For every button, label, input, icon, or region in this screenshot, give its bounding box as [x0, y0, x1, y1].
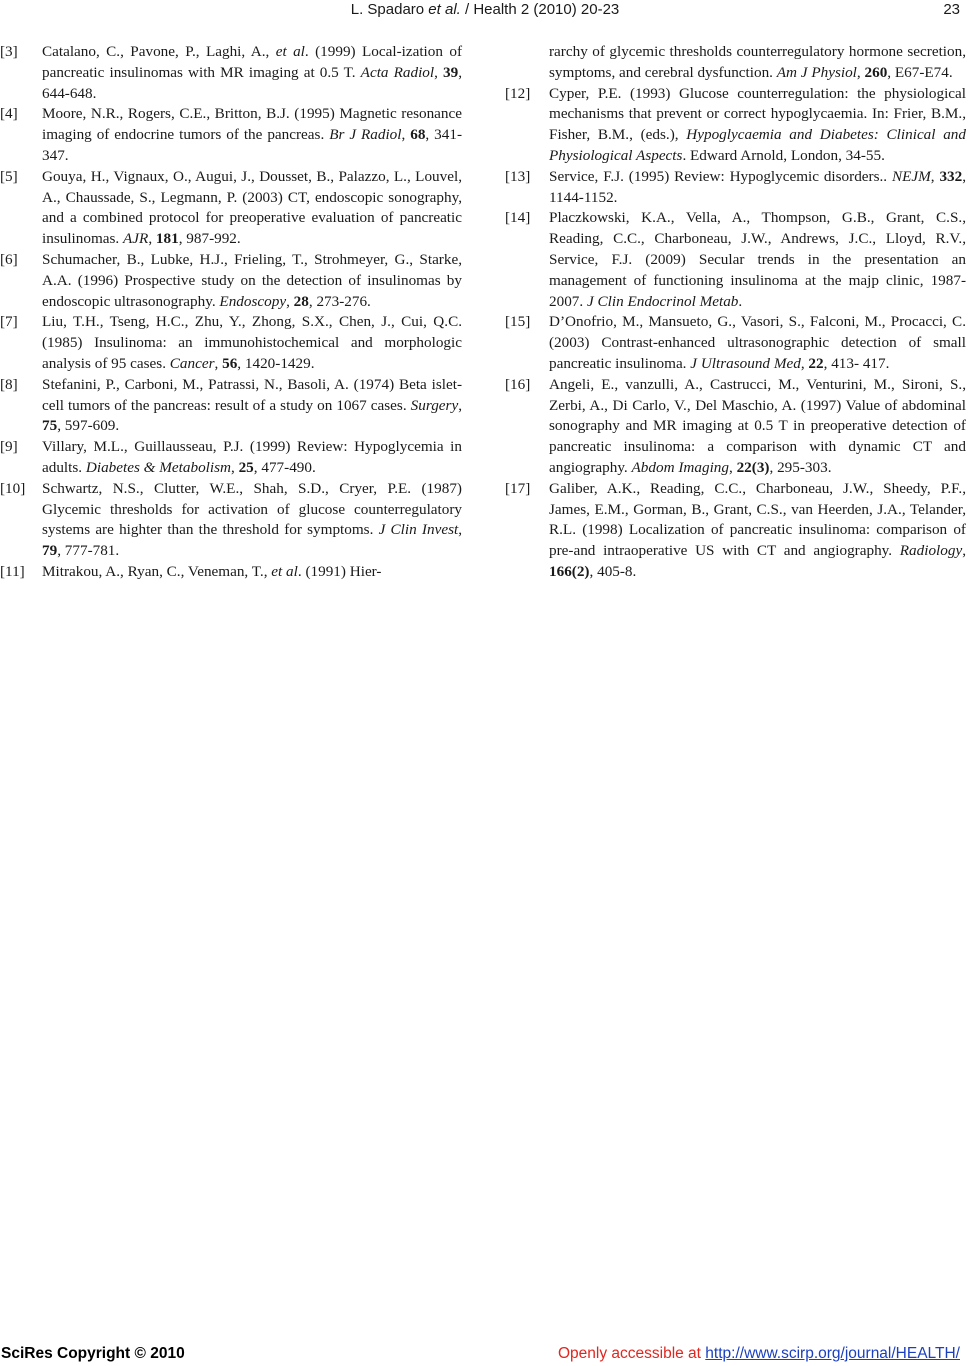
reference-entry [0, 479, 462, 562]
reference-text-segment: Liu, T.H., Tseng, H.C., Zhu, Y., Zhong, S.X., Chen, J., Cui, Q.C. (1985) Insulinoma: an immunohistochemical and morphologic analysis of 95 cases. [42, 313, 462, 372]
reference-number: [9] [0, 438, 18, 456]
reference-number: [3] [0, 43, 18, 60]
reference-number: [5] [0, 167, 18, 185]
reference-italic-text: et al [275, 43, 305, 60]
reference-text-segment: , [214, 354, 223, 372]
running-title-etal: et al. [428, 1, 461, 18]
reference-number: [8] [0, 375, 18, 393]
reference-text-segment: , [962, 542, 966, 560]
reference-number: [15] [505, 313, 531, 331]
reference-text-segment: , E67-E74. [887, 63, 953, 81]
reference-text-segment: , [148, 230, 156, 248]
reference-text [549, 312, 966, 374]
reference-italic-text: Radiology [899, 542, 963, 560]
reference-text-segment: , [230, 458, 239, 476]
reference-text-segment: Service, F.J. (1995) Review: Hypoglycemic disorders.. [549, 167, 892, 185]
reference-text-segment: Villary, M.L., Guillausseau, P.J. (1999) Review: Hypoglycemia in adults. [42, 438, 462, 476]
reference-entry-continued [505, 42, 966, 84]
references-left-column [0, 42, 462, 583]
reference-text-segment: , [401, 126, 411, 144]
reference-italic-text: Hypoglycaemia and Diabetes: Clinical and Physiological Aspects [549, 126, 966, 164]
reference-text [549, 167, 966, 209]
reference-text [42, 479, 462, 562]
reference-volume: 22 [808, 354, 824, 372]
reference-text-segment: , [800, 354, 809, 372]
reference-text-segment: Cyper, P.E. (1993) Glucose counterregulation: the physiological mechanisms that prevent or correct hypoglycaemia. In: Frier, B.M., Fisher, B.M., (eds.), [549, 84, 966, 144]
reference-text-segment: , 405-8. [589, 562, 637, 580]
reference-text-segment: , [458, 396, 462, 414]
reference-volume: 39 [443, 63, 459, 81]
reference-text-segment: , [458, 521, 462, 539]
page-number: 23 [943, 1, 960, 18]
page-footer [0, 1343, 970, 1365]
reference-text-segment: . (1999) Local-ization of pancreatic insulinomas with MR imaging at 0.5 T. [42, 43, 463, 81]
reference-number: [10] [0, 479, 26, 497]
reference-volume: 181 [155, 230, 179, 248]
reference-text-segment: Catalano, C., Pavone, P., Laghi, A., [42, 43, 276, 60]
access-text: Openly accessible at [557, 1345, 706, 1362]
reference-entry [0, 375, 462, 437]
running-title [0, 1, 970, 18]
reference-text-segment: . [738, 292, 743, 310]
reference-text-segment: , 341-347. [42, 126, 462, 164]
reference-italic-text: AJR [123, 230, 149, 248]
reference-entry [505, 479, 966, 583]
reference-entry [505, 312, 966, 374]
reference-number: [13] [505, 167, 531, 185]
reference-text-segment: . Edward Arnold, London, 34-55. [682, 146, 885, 164]
reference-number: [6] [0, 250, 18, 268]
references-right-column [505, 42, 966, 583]
reference-text-segment: , 644-648. [42, 63, 462, 102]
reference-text-segment: , [286, 292, 294, 310]
reference-text-segment: , [856, 63, 865, 81]
reference-text [42, 250, 462, 312]
reference-italic-text: Endoscopy [219, 292, 287, 310]
reference-text [42, 375, 462, 437]
reference-entry [0, 42, 462, 104]
reference-entry [505, 375, 966, 479]
reference-text-segment: Placzkowski, K.A., Vella, A., Thompson, G.B., Grant, C.S., Reading, C.C., Charboneau, J.W., Andrews, J.C., Lloyd, R.V., Service, F.J. (2009) Secular trends in the presentation an management of functioning insulinoma at the majp clinic, 1987-2007. [549, 209, 966, 310]
reference-text [42, 312, 462, 374]
reference-text [42, 167, 462, 250]
reference-volume: 166(2) [549, 562, 590, 580]
reference-entry [0, 250, 462, 312]
reference-text-segment: Angeli, E., vanzulli, A., Castrucci, M., Venturini, M., Sironi, S., Zerbi, A., Di Carlo, V., Del Maschio, A. (1997) Value of abdominal sonography and MR imaging at 0.5 T in preoperative detection of pancreatic insulinoma: a comparison with dynamic CT and angiography. [549, 375, 966, 476]
reference-number: [14] [505, 209, 531, 227]
reference-number: [16] [505, 375, 531, 393]
reference-text-segment: , [728, 458, 737, 476]
reference-italic-text: J Clin Invest [378, 521, 459, 539]
reference-text-segment: , 295-303. [769, 458, 832, 476]
reference-text [42, 562, 462, 583]
copyright-notice: SciRes Copyright © 2010 [1, 1345, 185, 1362]
reference-italic-text: Acta Radiol [360, 63, 435, 81]
reference-text [549, 42, 966, 84]
journal-url-link[interactable]: http://www.scirp.org/journal/HEALTH/ [705, 1345, 960, 1362]
reference-italic-text: Diabetes & Metabolism [85, 458, 231, 476]
reference-text-segment: , 477-490. [253, 458, 316, 476]
reference-text-segment: Gouya, H., Vignaux, O., Augui, J., Dousset, B., Palazzo, L., Louvel, A., Chaussade, S., Legmann, P. (2003) CT, endoscopic sonography, and a combined protocol for preoperative evaluation of pancreatic insulinomas. [42, 167, 462, 248]
reference-text-segment: Stefanini, P., Carboni, M., Patrassi, N., Basoli, A. (1974) Beta islet-cell tumors of the pancreas: result of a study on 1067 cases. [42, 375, 462, 414]
reference-italic-text: et al [271, 562, 298, 580]
reference-volume: 28 [293, 292, 309, 310]
reference-volume: 22(3) [736, 458, 770, 476]
reference-number: [4] [0, 105, 18, 123]
reference-italic-text: Surgery [410, 396, 459, 414]
reference-italic-text: Am J Physiol [776, 63, 857, 81]
reference-text-segment: . (1991) Hier- [297, 562, 382, 580]
reference-text-segment: , 273-276. [308, 292, 371, 310]
reference-text-segment: Schwartz, N.S., Clutter, W.E., Shah, S.D., Cryer, P.E. (1987) Glycemic thresholds for activation of glucose counterregulatory systems are highter than the threshold for symptoms. [42, 479, 462, 539]
running-title-journal: / Health 2 (2010) 20-23 [460, 1, 620, 18]
reference-text-segment: , 413- 417. [823, 354, 890, 372]
reference-italic-text: Cancer [169, 354, 215, 372]
reference-volume: 332 [939, 167, 963, 185]
reference-volume: 75 [42, 417, 58, 435]
reference-number: [17] [505, 479, 531, 497]
reference-italic-text: Abdom Imaging [631, 458, 729, 476]
running-title-authors: L. Spadaro [350, 1, 429, 18]
reference-text-segment: D’Onofrio, M., Mansueto, G., Vasori, S., Falconi, M., Procacci, C. (2003) Contrast-enhanced ultrasonographic detection of small pancreatic insulinoma. [549, 313, 966, 372]
reference-volume: 56 [222, 354, 238, 372]
reference-volume: 68 [410, 126, 426, 144]
reference-entry [0, 167, 462, 250]
reference-number: [7] [0, 313, 18, 331]
reference-text-segment: , 1144-1152. [549, 167, 967, 206]
reference-text-segment: rarchy of glycemic thresholds counterregulatory hormone secretion, symptoms, and cerebral dysfunction. [549, 43, 966, 81]
reference-entry [0, 437, 462, 479]
reference-volume: 260 [864, 63, 888, 81]
reference-italic-text: NEJM [891, 167, 931, 185]
reference-italic-text: J Ultrasound Med [690, 354, 801, 372]
reference-text-segment: Mitrakou, A., Ryan, C., Veneman, T., [42, 562, 272, 580]
reference-text-segment: , 777-781. [57, 542, 120, 560]
reference-volume: 25 [238, 458, 254, 476]
reference-text [549, 375, 966, 479]
reference-number: [11] [0, 562, 25, 580]
reference-text-segment: Schumacher, B., Lubke, H.J., Frieling, T., Strohmeyer, G., Starke, A.A. (1996) Prospective study on the detection of insulinomas by endoscopic ultrasonography. [42, 250, 462, 310]
reference-entry [505, 167, 966, 209]
reference-text [549, 84, 966, 167]
reference-text-segment: Galiber, A.K., Reading, C.C., Charboneau, J.W., Sheedy, P.F., James, E.M., Gorman, B., Grant, C.S., van Heerden, J.A., Telander, R.L. (1998) Localization of pancreatic insulinoma: comparison of pre-and intraoperative US with CT and angiography. [549, 479, 966, 560]
reference-entry [0, 104, 462, 166]
reference-number [505, 42, 549, 84]
reference-entry [505, 208, 966, 312]
reference-italic-text: Br J Radiol [329, 126, 402, 144]
reference-text-segment: Moore, N.R., Rogers, C.E., Britton, B.J. (1995) Magnetic resonance imaging of endocrine tumors of the pancreas. [42, 105, 462, 144]
reference-text [549, 479, 966, 583]
reference-text-segment: , [434, 63, 444, 81]
reference-text-segment: , 987-992. [178, 230, 241, 248]
running-head [0, 0, 970, 22]
reference-text [549, 208, 966, 312]
reference-italic-text: J Clin Endocrinol Metab [586, 292, 739, 310]
reference-text [42, 104, 462, 166]
reference-entry [0, 312, 462, 374]
reference-entry [505, 84, 966, 167]
reference-text [42, 42, 462, 104]
reference-text [42, 437, 462, 479]
reference-entry [0, 562, 462, 583]
access-notice [558, 1345, 960, 1363]
reference-number: [12] [505, 84, 531, 102]
reference-text-segment: , 1420-1429. [237, 354, 315, 372]
reference-text-segment: , 597-609. [57, 417, 120, 435]
reference-volume: 79 [42, 542, 58, 560]
reference-text-segment: , [930, 167, 940, 185]
